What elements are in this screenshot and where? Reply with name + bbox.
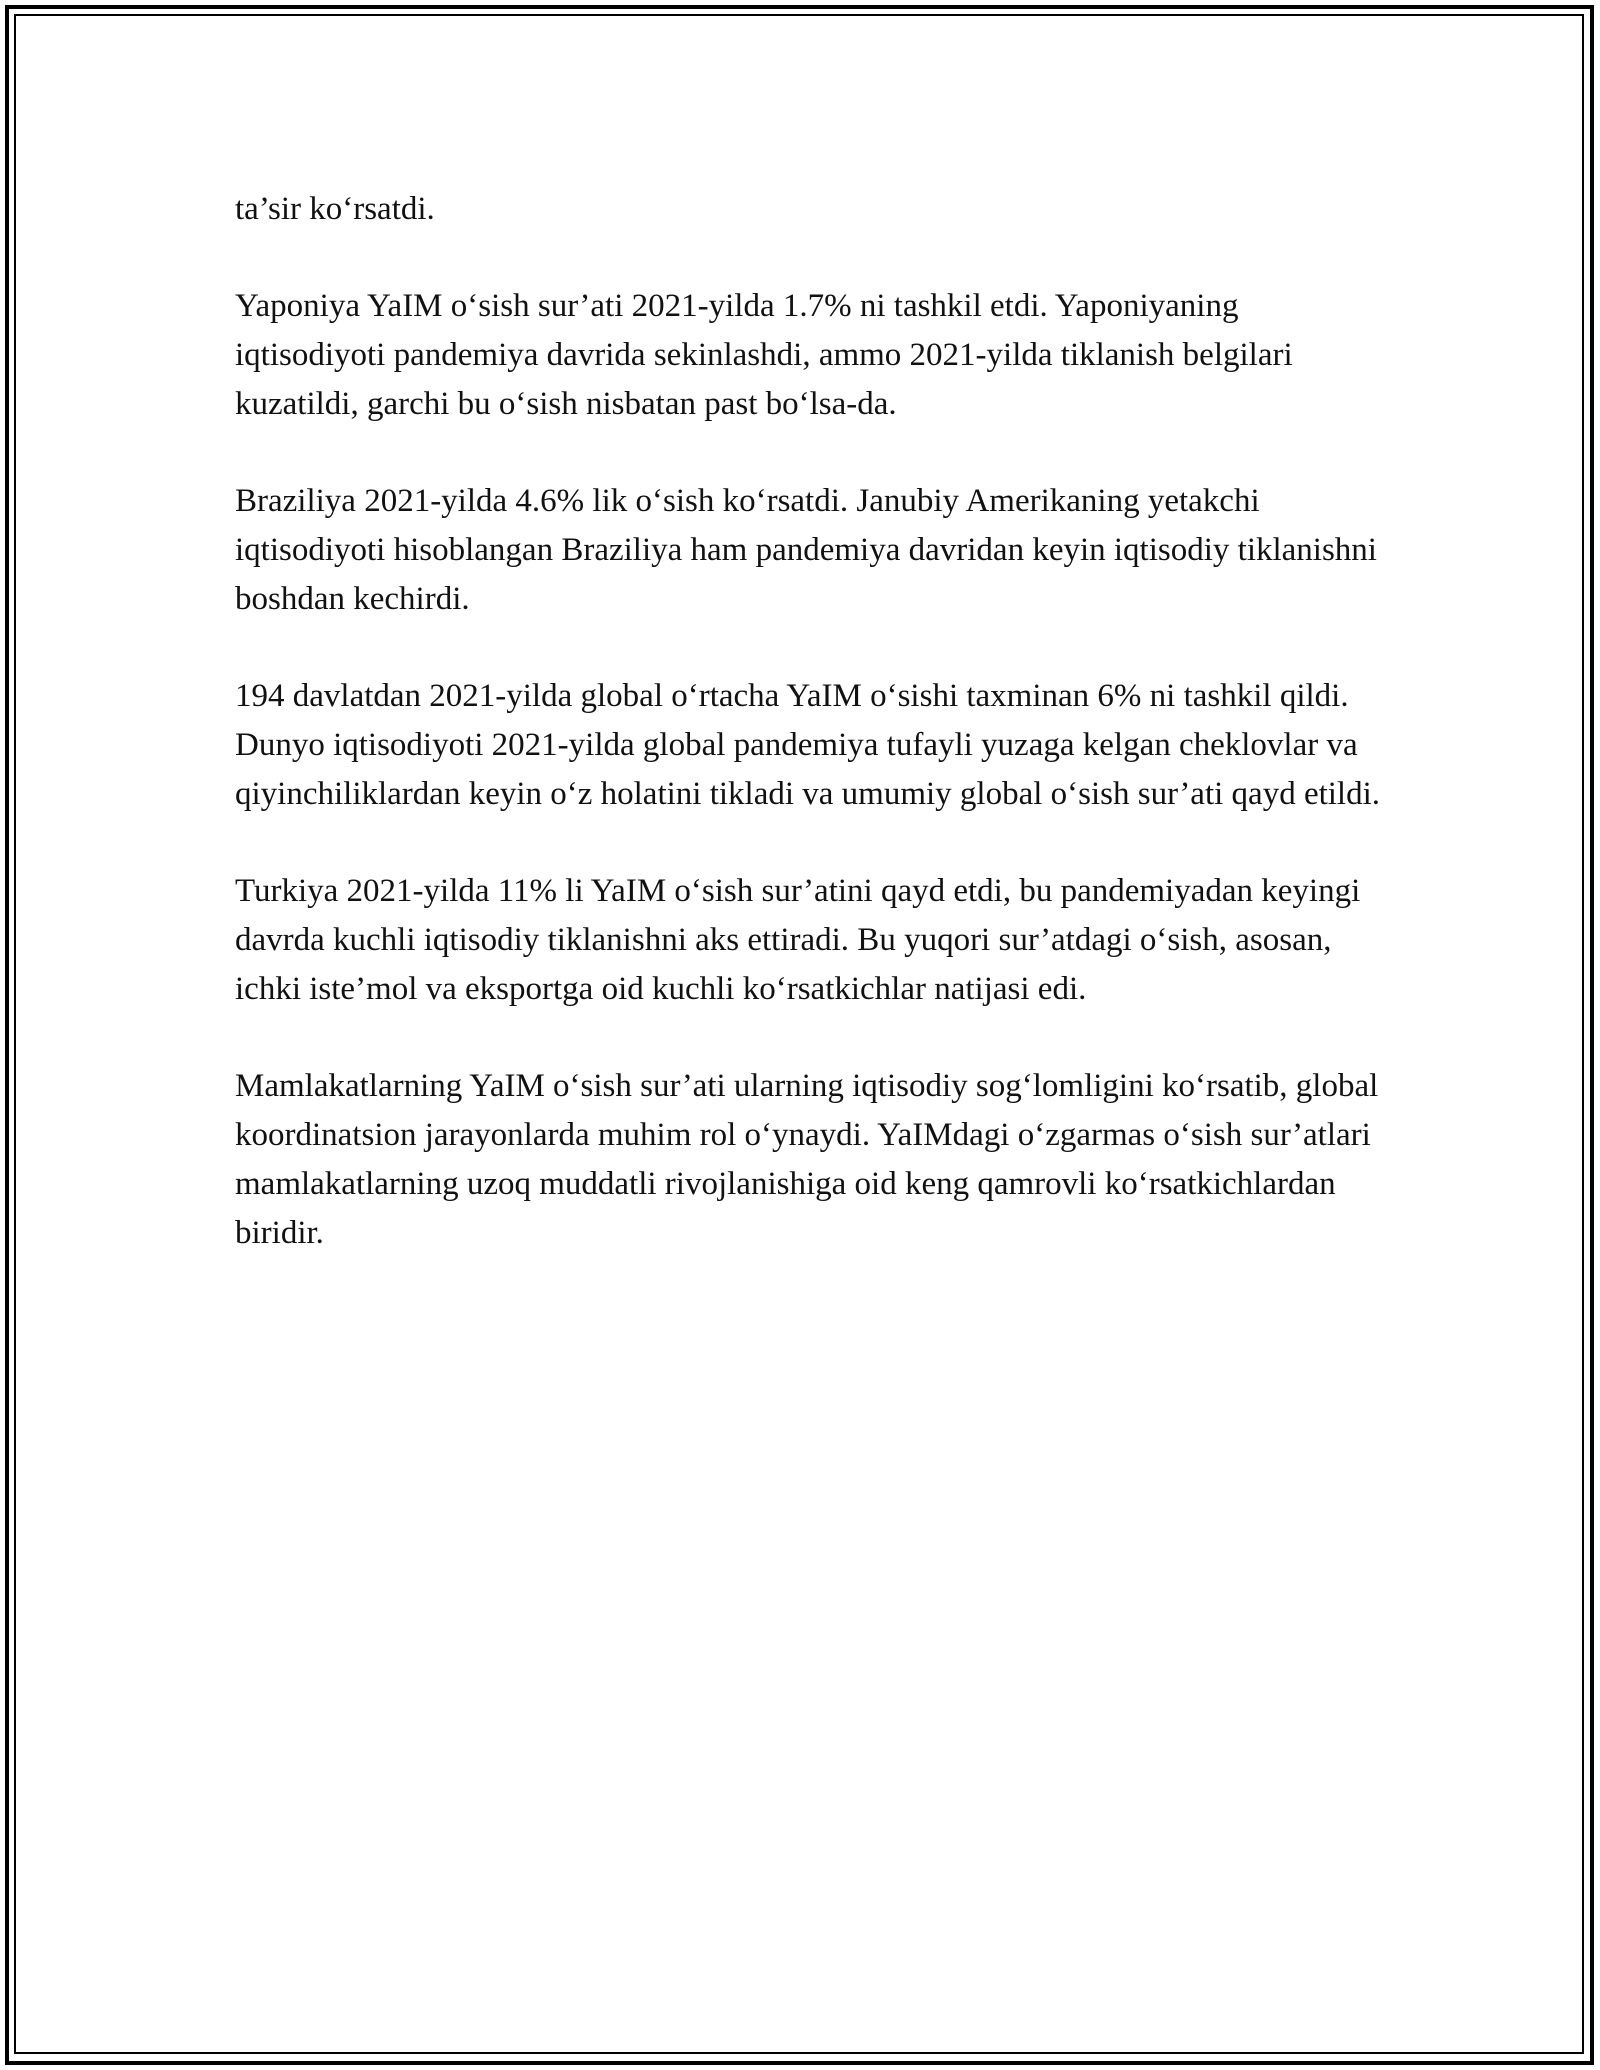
paragraph-global-average: 194 davlatdan 2021-yilda global o‘rtacha YaIM o‘sishi taxminan 6% ni tashkil qildi. Dunyo iqtisodiyoti 2021-yilda global pandemiya tufayli yuzaga kelgan cheklovlar va qiyinchiliklardan keyin o‘z holatini tikladi va umumiy global o‘sish sur’ati qayd etildi. [235, 678, 1381, 812]
document-body [235, 185, 1385, 1306]
paragraph-continuation: ta’sir ko‘rsatdi. [235, 191, 435, 227]
paragraph-turkey: Turkiya 2021-yilda 11% li YaIM o‘sish sur’atini qayd etdi, bu pandemiyadan keyingi davrda kuchli iqtisodiy tiklanishni aks ettiradi. Bu yuqori sur’atdagi o‘sish, asosan, ichki iste’mol va eksportga oid kuchli ko‘rsatkichlar natijasi edi. [235, 873, 1361, 1007]
paragraph-conclusion: Mamlakatlarning YaIM o‘sish sur’ati ularning iqtisodiy sog‘lomligini ko‘rsatib, global koordinatsion jarayonlarda muhim rol o‘ynaydi. YaIMdagi o‘zgarmas o‘sish sur’atlari mamlakatlarning uzoq muddatli rivojlanishiga oid keng qamrovli ko‘rsatkichlardan biridir. [235, 1068, 1379, 1251]
paragraph-brazil: Braziliya 2021-yilda 4.6% lik o‘sish ko‘rsatdi. Janubiy Amerikaning yetakchi iqtisodiyoti hisoblangan Braziliya ham pandemiya davridan keyin iqtisodiy tiklanishni boshdan kechirdi. [235, 483, 1377, 617]
paragraph-japan: Yaponiya YaIM o‘sish sur’ati 2021-yilda 1.7% ni tashkil etdi. Yaponiyaning iqtisodiyoti pandemiya davrida sekinlashdi, ammo 2021-yilda tiklanish belgilari kuzatildi, garchi bu o‘sish nisbatan past bo‘lsa-da. [235, 288, 1293, 422]
